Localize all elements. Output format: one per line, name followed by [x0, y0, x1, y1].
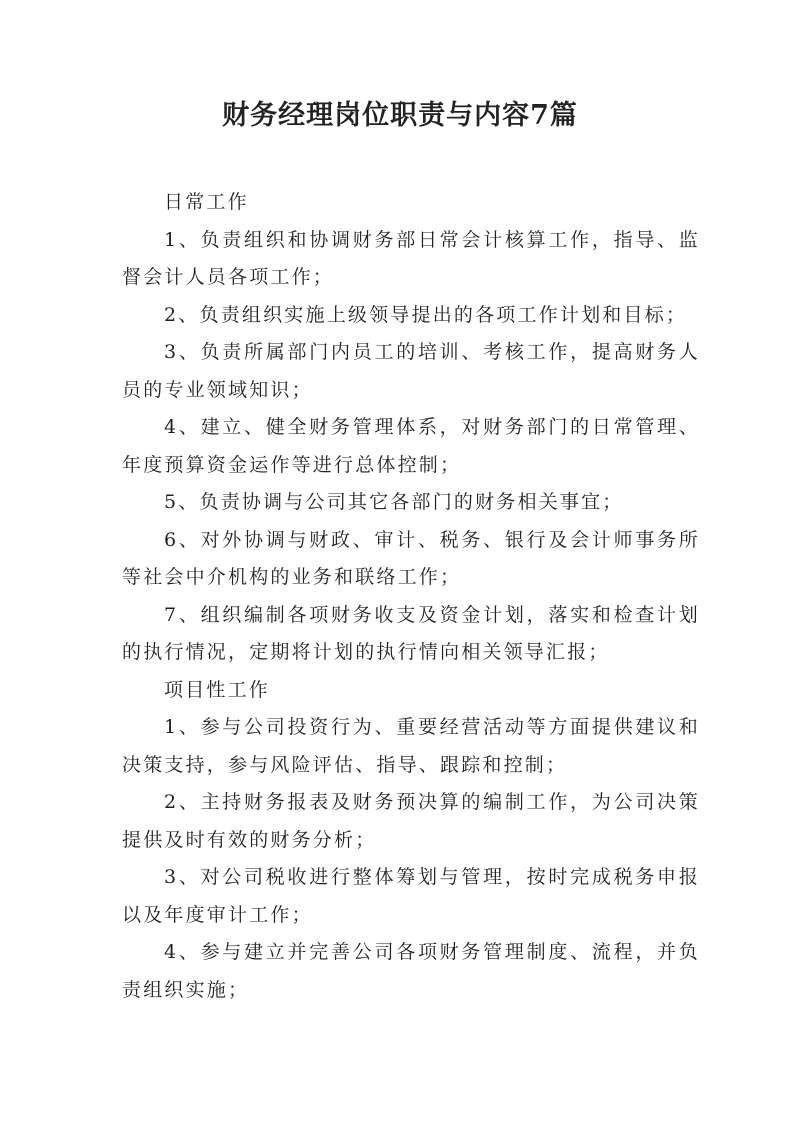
daily-work-item: 5、负责协调与公司其它各部门的财务相关事宜； — [164, 491, 624, 513]
document-title: 财务经理岗位职责与内容7篇 — [222, 100, 578, 131]
daily-work-item: 2、负责组织实施上级领导提出的各项工作计划和目标； — [164, 303, 688, 326]
project-work-item: 4、参与建立并完善公司各项财务管理制度、流程，并负责组织实施； — [122, 941, 700, 1001]
daily-work-item: 3、负责所属部门内员工的培训、考核工作，提高财务人员的专业领域知识； — [122, 341, 700, 401]
document-body — [122, 184, 700, 1009]
daily-work-item: 1、负责组织和协调财务部日常会计核算工作，指导、监督会计人员各项工作； — [122, 228, 700, 288]
section-heading-project-work: 项目性工作 — [164, 678, 271, 701]
daily-work-item: 7、组织编制各项财务收支及资金计划，落实和检查计划的执行情况，定期将计划的执行情向相关领导汇报； — [122, 603, 700, 663]
project-work-item: 3、对公司税收进行整体筹划与管理，按时完成税务申报以及年度审计工作； — [122, 866, 700, 926]
section-heading-daily-work: 日常工作 — [164, 191, 249, 213]
project-work-item: 1、参与公司投资行为、重要经营活动等方面提供建议和决策支持，参与风险评估、指导、跟踪和控制； — [122, 716, 700, 776]
daily-work-item: 6、对外协调与财政、审计、税务、银行及会计师事务所等社会中介机构的业务和联络工作； — [122, 528, 700, 588]
project-work-item: 2、主持财务报表及财务预决算的编制工作，为公司决策提供及时有效的财务分析； — [122, 791, 700, 851]
daily-work-item: 4、建立、健全财务管理体系，对财务部门的日常管理、年度预算资金运作等进行总体控制； — [122, 416, 700, 476]
